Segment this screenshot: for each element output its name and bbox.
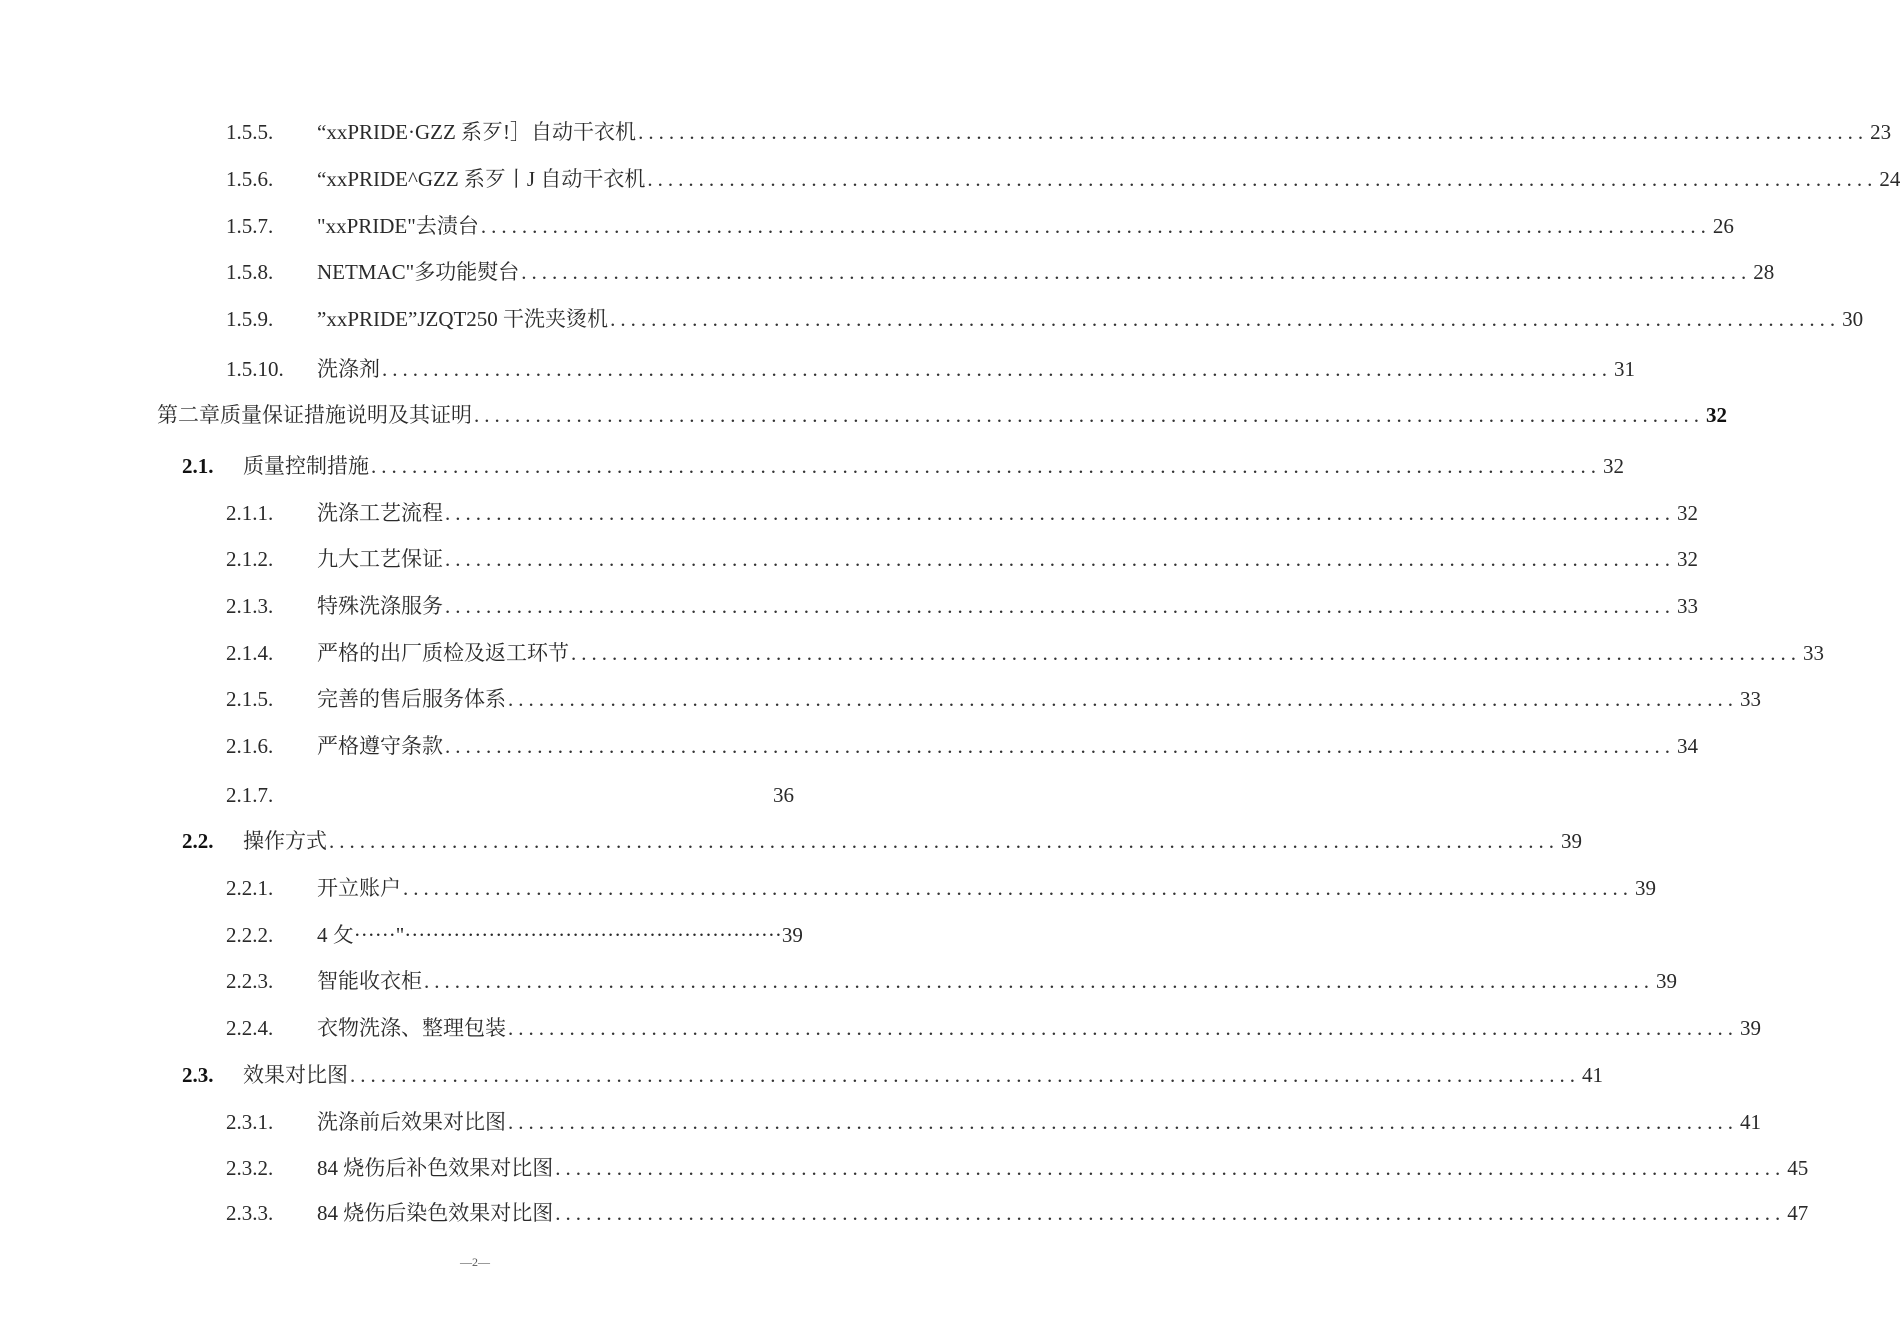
toc-entry[interactable] <box>226 1012 1761 1044</box>
toc-dot-leader: ........................................................................................................................ <box>474 403 1704 427</box>
toc-dot-leader: ........................................................................................................................ <box>647 167 1878 191</box>
toc-dot-leader: ........................................................................................................................ <box>382 357 1612 381</box>
toc-dot-leader: ........................................................................................................................ <box>403 876 1633 900</box>
toc-dot-leader: ........................................................................................................................ <box>508 1110 1738 1134</box>
toc-entry-page: 45 <box>1787 1156 1809 1180</box>
toc-dot-leader: ........................................................................................................................ <box>508 687 1738 711</box>
toc-entry-title: 开立账户 <box>317 876 401 900</box>
toc-entry[interactable] <box>226 1197 1809 1229</box>
toc-entry-number: 2.2.1. <box>226 876 274 900</box>
toc-entry-page: 33 <box>1677 594 1698 618</box>
toc-dot-leader: ........................................................................................................................ <box>610 307 1841 331</box>
toc-entry-page: 32 <box>1706 403 1727 427</box>
toc-dot-leader: ........................................................................................................................ <box>555 1156 1786 1180</box>
toc-entry-title: “xxPRIDE^GZZ 系歹丨J 自动干衣机 <box>317 167 646 191</box>
toc-entry[interactable] <box>226 683 1761 715</box>
toc-dot-leader: ........................................................................................................................ <box>521 260 1752 284</box>
toc-entry[interactable] <box>226 730 1698 762</box>
toc-entry-page: 39 <box>1656 969 1677 993</box>
toc-entry-number: 2.1.2. <box>226 547 274 571</box>
toc-entry[interactable] <box>182 1059 1603 1091</box>
toc-entry-page: 33 <box>1803 641 1824 665</box>
toc-dot-leader: ........................................................................................................................ <box>445 547 1675 571</box>
toc-entry-page: 32 <box>1603 454 1624 478</box>
toc-dot-leader: ........................................................................................................................ <box>424 969 1654 993</box>
toc-entry[interactable] <box>226 965 1677 997</box>
toc-entry-number: 2.2.4. <box>226 1016 274 1040</box>
toc-entry[interactable] <box>226 1106 1761 1138</box>
toc-entry-page: 32 <box>1677 547 1698 571</box>
toc-dot-leader: ........................................................................................................................ <box>371 454 1601 478</box>
toc-entry-title: NETMAC"多功能熨台 <box>317 260 520 284</box>
toc-entry-page: 30 <box>1842 307 1864 331</box>
toc-entry-title: ”xxPRIDE”JZQT250 干洗夹烫机 <box>317 307 609 331</box>
toc-entry-number: 2.1.4. <box>226 641 274 665</box>
toc-entry-title: 洗涤前后效果对比图 <box>317 1110 506 1134</box>
toc-entry-page: 41 <box>1582 1063 1603 1087</box>
toc-entry-number: 1.5.10. <box>226 357 284 381</box>
toc-entry-page: 24 <box>1879 167 1900 191</box>
toc-dot-leader: ........................................................................................................................ <box>638 120 1869 144</box>
toc-entry-title: 洗涤工艺流程 <box>317 501 443 525</box>
toc-entry-number: 2.3. <box>182 1063 214 1087</box>
toc-entry-number: 2.2.3. <box>226 969 274 993</box>
toc-entry-number: 2.3.3. <box>226 1201 274 1225</box>
toc-entry-page: 31 <box>1614 357 1635 381</box>
toc-entry-number: 2.1.7. <box>226 783 274 807</box>
toc-entry-number: 1.5.8. <box>226 260 274 284</box>
toc-entry-number: 2.2. <box>182 829 214 853</box>
toc-entry[interactable] <box>226 919 803 951</box>
toc-entry-title: 洗涤剂 <box>317 357 380 381</box>
toc-dot-leader: ........................................................................................................................ <box>571 641 1801 665</box>
toc-entry-page: 33 <box>1740 687 1761 711</box>
toc-entry-number: 1.5.5. <box>226 120 274 144</box>
toc-entry-number: 2.1.5. <box>226 687 274 711</box>
toc-dot-leader: ........................................................................................................................ <box>480 214 1711 238</box>
toc-entry[interactable] <box>226 1152 1809 1184</box>
toc-entry-title: "xxPRIDE"去渍台 <box>317 214 479 238</box>
toc-entry[interactable] <box>226 779 794 811</box>
toc-entry-title: 九大工艺保证 <box>317 547 443 571</box>
toc-entry-page: 23 <box>1870 120 1892 144</box>
toc-entry[interactable] <box>226 637 1824 669</box>
toc-entry-title: 完善的售后服务体系 <box>317 687 506 711</box>
toc-entry-page: 41 <box>1740 1110 1761 1134</box>
page-number-footer: —2— <box>460 1255 490 1269</box>
toc-entry-title: 4 攵······"······················································39 <box>317 923 803 947</box>
toc-entry-number: 1.5.6. <box>226 167 274 191</box>
toc-entry[interactable] <box>157 399 1727 431</box>
toc-dot-leader: ........................................................................................................................ <box>445 501 1675 525</box>
toc-entry[interactable] <box>226 256 1775 288</box>
toc-entry-title: 操作方式 <box>243 829 327 853</box>
toc-entry[interactable] <box>182 450 1624 482</box>
toc-entry[interactable] <box>226 163 1900 195</box>
toc-entry-number: 2.2.2. <box>226 923 274 947</box>
toc-entry[interactable] <box>226 303 1864 335</box>
toc-entry-page: 39 <box>1635 876 1656 900</box>
toc-entry-title: 严格遵守条款 <box>317 734 443 758</box>
toc-entry-title: 质量控制措施 <box>243 454 369 478</box>
toc-dot-leader: ........................................................................................................................ <box>508 1016 1738 1040</box>
toc-entry-page: 47 <box>1787 1201 1809 1225</box>
toc-entry-page: 28 <box>1753 260 1775 284</box>
toc-dot-leader: ........................................................................................................................ <box>445 594 1675 618</box>
toc-entry[interactable] <box>226 210 1734 242</box>
toc-entry[interactable] <box>226 543 1698 575</box>
toc-dot-leader: ........................................................................................................................ <box>350 1063 1580 1087</box>
toc-entry-number: 2.1.3. <box>226 594 274 618</box>
toc-entry-title: “xxPRIDE·GZZ 系歹!］自动干衣机 <box>317 120 637 144</box>
toc-entry-title: 智能收衣柜 <box>317 969 422 993</box>
toc-entry-number: 1.5.7. <box>226 214 274 238</box>
toc-entry[interactable] <box>226 590 1698 622</box>
toc-dot-leader: ........................................................................................................................ <box>445 734 1675 758</box>
toc-entry-title: 84 烧伤后补色效果对比图 <box>317 1156 554 1180</box>
toc-entry-number: 1.5.9. <box>226 307 274 331</box>
toc-dot-leader: ........................................................................................................................ <box>555 1201 1786 1225</box>
toc-entry[interactable] <box>226 116 1892 148</box>
toc-entry-page: 36 <box>773 783 794 807</box>
toc-entry-number: 2.3.2. <box>226 1156 274 1180</box>
toc-entry-number: 2.1.1. <box>226 501 274 525</box>
toc-entry-page: 34 <box>1677 734 1698 758</box>
toc-entry-number: 2.1. <box>182 454 214 478</box>
toc-entry[interactable] <box>182 825 1582 857</box>
toc-entry-title: 84 烧伤后染色效果对比图 <box>317 1201 554 1225</box>
toc-entry[interactable] <box>226 872 1656 904</box>
toc-entry-page: 39 <box>1740 1016 1761 1040</box>
toc-entry-number: 2.3.1. <box>226 1110 274 1134</box>
toc-entry-title: 效果对比图 <box>243 1063 348 1087</box>
toc-entry-page: 26 <box>1712 214 1734 238</box>
toc-entry-page: 39 <box>1561 829 1582 853</box>
toc-entry-number: 2.1.6. <box>226 734 274 758</box>
toc-entry-page: 32 <box>1677 501 1698 525</box>
toc-entry-title: 第二章质量保证措施说明及其证明 <box>157 403 472 427</box>
toc-entry-title: 衣物洗涤、整理包装 <box>317 1016 506 1040</box>
toc-entry-title: 严格的出厂质检及返工环节 <box>317 641 569 665</box>
toc-entry[interactable] <box>226 353 1635 385</box>
toc-entry-title: 特殊洗涤服务 <box>317 594 443 618</box>
toc-entry[interactable] <box>226 497 1698 529</box>
toc-dot-leader: ........................................................................................................................ <box>329 829 1559 853</box>
